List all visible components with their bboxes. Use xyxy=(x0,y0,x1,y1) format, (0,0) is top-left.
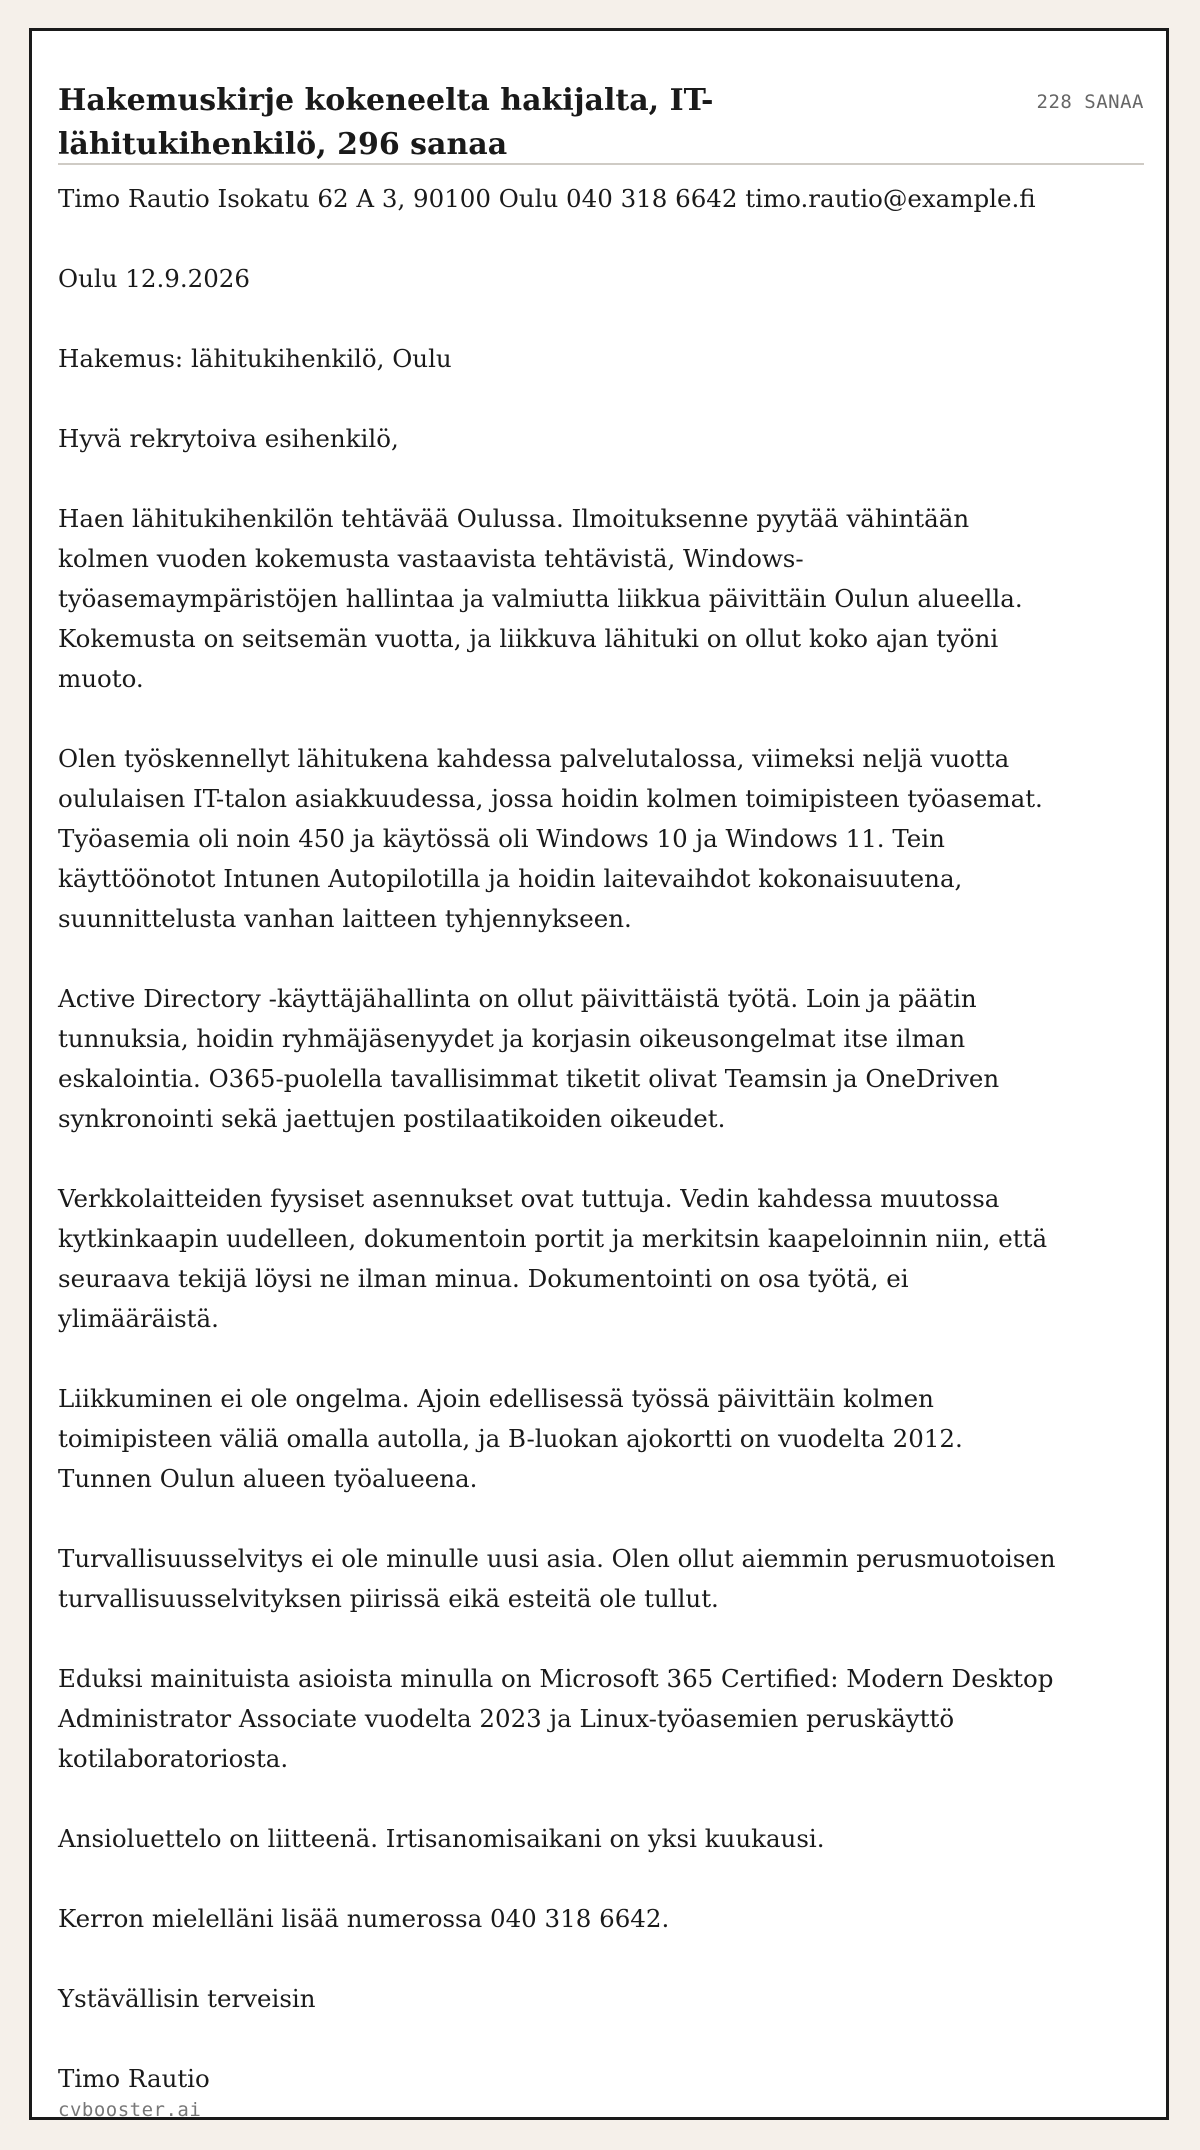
paragraph-contact: Kerron mielelläni lisää numerossa 040 318 6642. xyxy=(58,1904,670,1933)
paragraph-certifications: Eduksi mainituista asioista minulla on Microsoft 365 Certified: Modern Desktop Administrator Associate vuodelta 2023 ja Linux-työasemien peruskäyttö kotilaboratoriosta. xyxy=(58,1664,1054,1773)
paragraph-network: Verkkolaitteiden fyysiset asennukset ovat tuttuja. Vedin kahdessa muutossa kytkinkaapin uudelleen, dokumentoin portit ja merkitsin kaapeloinnin niin, että seuraava tekijä löysi ne ilman minua. Dokumentointi on osa työtä, ei ylimääräistä. xyxy=(58,1184,1048,1333)
salutation: Hyvä rekrytoiva esihenkilö, xyxy=(58,424,399,453)
subject-line: Hakemus: lähitukihenkilö, Oulu xyxy=(58,344,452,373)
paragraph-intro: Haen lähitukihenkilön tehtävää Oulussa. Ilmoituksenne pyytää vähintään kolmen vuoden kokemusta vastaavista tehtävistä, Windows-työasemaympäristöjen hallintaa ja valmiutta liikkua päivittäin Oulun alueella. Kokemusta on seitsemän vuotta, ja liikkuva lähituki on ollut koko ajan työni muoto. xyxy=(58,504,1023,693)
paragraph-experience: Olen työskennellyt lähitukena kahdessa palvelutalossa, viimeksi neljä vuotta oululaisen IT-talon asiakkuudessa, jossa hoidin kolmen toimipisteen työasemat. Työasemia oli noin 450 ja käytössä oli Windows 10 ja Windows 11. Tein käyttöönotot Intunen Autopilotilla ja hoidin laitevaihdot kokonaisuutena, suunnittelusta vanhan laitteen tyhjennykseen. xyxy=(58,744,1043,933)
document-header xyxy=(58,51,1144,165)
brand-footer: cvbooster.ai xyxy=(58,2099,202,2121)
paragraph-attachments: Ansioluettelo on liitteenä. Irtisanomisaikani on yksi kuukausi. xyxy=(58,1824,825,1853)
contact-line: Timo Rautio Isokatu 62 A 3, 90100 Oulu 040 318 6642 timo.rautio@example.fi xyxy=(58,184,1036,213)
signature: Timo Rautio xyxy=(58,2064,210,2093)
paragraph-security-clearance: Turvallisuusselvitys ei ole minulle uusi asia. Olen ollut aiemmin perusmuotoisen turvallisuusselvityksen piirissä eikä esteitä ole tullut. xyxy=(58,1544,1056,1613)
word-count-badge: 228 SANAA xyxy=(1036,91,1144,113)
cover-letter-card xyxy=(29,28,1169,2120)
letter-body xyxy=(58,179,1118,2139)
paragraph-active-directory: Active Directory -käyttäjähallinta on ollut päivittäistä työtä. Loin ja päätin tunnuksia, hoidin ryhmäjäsenyydet ja korjasin oikeusongelmat itse ilman eskalointia. O365-puolella tavallisimmat tiketit olivat Teamsin ja OneDriven synkronointi sekä jaettujen postilaatikoiden oikeudet. xyxy=(58,984,1000,1133)
date-line: Oulu 12.9.2026 xyxy=(58,264,250,293)
paragraph-mobility: Liikkuminen ei ole ongelma. Ajoin edellisessä työssä päivittäin kolmen toimipisteen väliä omalla autolla, ja B-luokan ajokortti on vuodelta 2012. Tunnen Oulun alueen työalueena. xyxy=(58,1384,963,1493)
document-title: Hakemuskirje kokeneelta hakijalta, IT-lähitukihenkilö, 296 sanaa xyxy=(58,83,714,162)
closing: Ystävällisin terveisin xyxy=(58,1984,316,2013)
